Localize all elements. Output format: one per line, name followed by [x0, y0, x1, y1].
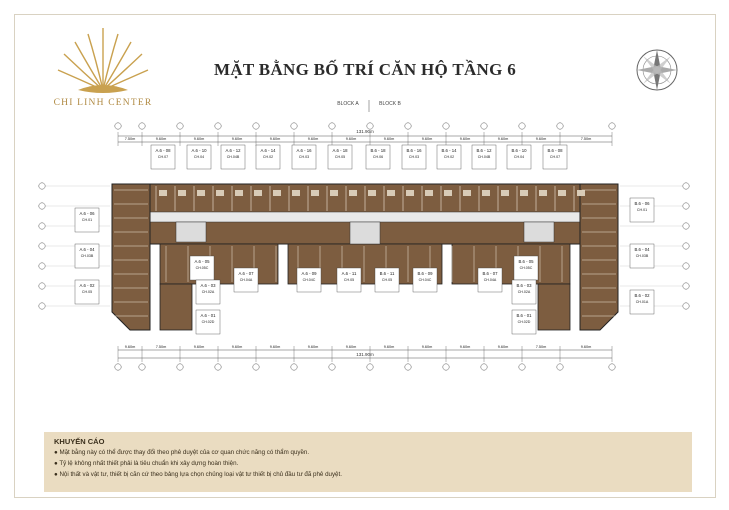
- notes-panel: [44, 432, 692, 492]
- grid-bubble: [519, 123, 525, 129]
- unit-code: A.6 - 18: [332, 148, 348, 153]
- unit-type: CH.03: [408, 155, 420, 159]
- unit-label: [437, 145, 461, 169]
- unit-code: B.6 - 06: [634, 201, 650, 206]
- bottom-grid-bubbles: [115, 364, 615, 370]
- grid-bubble: [115, 364, 121, 370]
- note-item: ● Tỷ lệ không nhất thiết phải là tiêu chuẩn khi xây dựng hoàn thiện.: [54, 460, 239, 467]
- unit-code: B.6 - 18: [370, 148, 386, 153]
- room-fixture: [292, 190, 300, 196]
- unit-label: [256, 145, 280, 169]
- unit-label: [337, 268, 361, 292]
- grid-bubble: [329, 364, 335, 370]
- dimension-label: 9.60m: [383, 345, 395, 349]
- unit-code: A.6 - 09: [301, 271, 317, 276]
- grid-bubble: [253, 364, 259, 370]
- unit-code: A.6 - 04: [79, 247, 95, 252]
- grid-bubble: [683, 223, 689, 229]
- unit-code: A.6 - 10: [191, 148, 207, 153]
- dimension-label: 9.60m: [307, 345, 319, 349]
- dimension-label: 7.50m: [124, 137, 136, 141]
- top-dimensions: [118, 132, 612, 146]
- unit-label: [402, 145, 426, 169]
- grid-bubble: [291, 364, 297, 370]
- unit-label: [328, 145, 352, 169]
- unit-label: [297, 268, 321, 292]
- grid-bubble: [39, 223, 45, 229]
- unit-type: CH.03B: [80, 254, 94, 258]
- grid-bubble: [519, 364, 525, 370]
- unit-type: CH.05C: [195, 266, 209, 270]
- unit-label: [507, 145, 531, 169]
- unit-label: [630, 198, 654, 222]
- dimension-label: 9.60m: [383, 137, 395, 141]
- unit-type: CH.07: [157, 155, 169, 159]
- unit-code: B.6 - 11: [379, 271, 395, 276]
- unit-code: A.6 - 01: [200, 313, 216, 318]
- grid-bubble: [405, 123, 411, 129]
- room-fixture: [425, 190, 433, 196]
- unit-label: [413, 268, 437, 292]
- unit-label: [190, 256, 214, 280]
- unit-type: CH.05: [81, 290, 93, 294]
- unit-label: [375, 268, 399, 292]
- note-item: ● Mặt bằng này có thể được thay đổi theo phê duyệt của cơ quan chức năng có thẩm quyền.: [54, 449, 310, 456]
- dimension-label: 9.60m: [580, 345, 592, 349]
- grid-bubble: [39, 203, 45, 209]
- block-a-label: BLOCK A: [337, 101, 359, 107]
- grid-bubble: [291, 123, 297, 129]
- brand-name: CHI LINH CENTER: [53, 98, 153, 108]
- room-fixture: [577, 190, 585, 196]
- grid-bubble: [443, 123, 449, 129]
- notes-title: KHUYẾN CÁO: [54, 437, 105, 446]
- room-fixture: [406, 190, 414, 196]
- room-fixture: [273, 190, 281, 196]
- unit-code: A.6 - 14: [260, 148, 276, 153]
- room-fixture: [254, 190, 262, 196]
- dimension-label: 9.60m: [193, 137, 205, 141]
- grid-bubble: [683, 263, 689, 269]
- unit-code: B.6 - 02: [634, 293, 650, 298]
- total-dimension-bottom: 131.90m: [356, 352, 374, 357]
- grid-bubble: [609, 364, 615, 370]
- dimension-label: 9.60m: [345, 345, 357, 349]
- block-b-label: BLOCK B: [379, 101, 401, 107]
- dimension-label: 9.60m: [421, 137, 433, 141]
- grid-bubble: [443, 364, 449, 370]
- unit-code: B.6 - 09: [417, 271, 433, 276]
- room-fixture: [387, 190, 395, 196]
- unit-type: CH.03: [298, 155, 310, 159]
- dimension-label: 9.60m: [459, 345, 471, 349]
- unit-type: CH.02D: [201, 320, 215, 324]
- unit-label: [514, 256, 538, 280]
- unit-label: [75, 244, 99, 268]
- unit-code: B.6 - 10: [511, 148, 527, 153]
- grid-bubble: [39, 243, 45, 249]
- unit-label: [187, 145, 211, 169]
- unit-label: [366, 145, 390, 169]
- unit-type: CH.05: [381, 278, 393, 282]
- unit-type: CH.05: [343, 278, 355, 282]
- unit-code: A.6 - 08: [155, 148, 171, 153]
- grid-bubble: [177, 123, 183, 129]
- grid-bubble: [139, 123, 145, 129]
- unit-code: B.6 - 05: [518, 259, 534, 264]
- room-fixture: [311, 190, 319, 196]
- unit-type: CH.04: [193, 155, 205, 159]
- dimension-label: 9.60m: [497, 137, 509, 141]
- dimension-label: 9.60m: [193, 345, 205, 349]
- dimension-label: 7.50m: [155, 345, 167, 349]
- room-fixture: [444, 190, 452, 196]
- unit-code: A.6 - 11: [341, 271, 357, 276]
- room-fixture: [463, 190, 471, 196]
- unit-label: [234, 268, 258, 292]
- room-fixture: [482, 190, 490, 196]
- unit-type: CH.04C: [302, 278, 316, 282]
- grid-bubble: [557, 123, 563, 129]
- unit-type: CH.04B: [477, 155, 491, 159]
- grid-bubble: [139, 364, 145, 370]
- unit-type: CH.01: [636, 208, 648, 212]
- unit-code: B.6 - 01: [516, 313, 532, 318]
- room-fixture: [197, 190, 205, 196]
- unit-code: B.6 - 12: [476, 148, 492, 153]
- unit-label: [221, 145, 245, 169]
- unit-type: CH.03B: [635, 254, 649, 258]
- unit-type: CH.02A: [201, 290, 215, 294]
- page-title: MẶT BẰNG BỐ TRÍ CĂN HỘ TẦNG 6: [214, 60, 516, 79]
- grid-bubble: [683, 283, 689, 289]
- grid-bubble: [39, 303, 45, 309]
- note-item: ● Nội thất và vật tư, thiết bị căn cứ theo bảng lựa chọn chủng loại vật tư thiết bị chủ đầu tư đã phê duyệt.: [54, 471, 342, 478]
- grid-bubble: [683, 303, 689, 309]
- dimension-label: 9.60m: [155, 137, 167, 141]
- room-fixture: [216, 190, 224, 196]
- unit-code: A.6 - 05: [194, 259, 210, 264]
- dimension-label: 9.60m: [535, 137, 547, 141]
- unit-type: CH.04A: [483, 278, 497, 282]
- unit-type: CH.01A: [635, 300, 649, 304]
- unit-type: CH.04C: [418, 278, 432, 282]
- dimension-label: 9.60m: [497, 345, 509, 349]
- grid-bubble: [215, 364, 221, 370]
- grid-bubble: [215, 123, 221, 129]
- room-fixture: [159, 190, 167, 196]
- dimension-label: 7.50m: [535, 345, 547, 349]
- unit-code: A.6 - 06: [79, 211, 95, 216]
- dimension-label: 9.60m: [231, 137, 243, 141]
- unit-code: B.6 - 14: [441, 148, 457, 153]
- grid-bubble: [683, 183, 689, 189]
- unit-type: CH.07: [549, 155, 561, 159]
- room-fixture: [330, 190, 338, 196]
- grid-bubble: [609, 123, 615, 129]
- unit-label: [630, 244, 654, 268]
- dimension-label: 9.60m: [345, 137, 357, 141]
- room-fixture: [520, 190, 528, 196]
- unit-type: CH.02: [443, 155, 455, 159]
- grid-bubble: [329, 123, 335, 129]
- dimension-label: 9.60m: [124, 345, 136, 349]
- dimension-label: 9.60m: [231, 345, 243, 349]
- unit-label: [196, 310, 220, 334]
- unit-code: A.6 - 16: [296, 148, 312, 153]
- room-fixture: [501, 190, 509, 196]
- unit-code: B.6 - 08: [547, 148, 563, 153]
- unit-label: [512, 280, 536, 304]
- dimension-label: 9.60m: [459, 137, 471, 141]
- unit-label: [75, 208, 99, 232]
- grid-bubble: [367, 364, 373, 370]
- unit-type: CH.04B: [226, 155, 240, 159]
- dimension-label: 9.60m: [269, 345, 281, 349]
- unit-label: [292, 145, 316, 169]
- room-fixture: [349, 190, 357, 196]
- unit-type: CH.02D: [517, 320, 531, 324]
- room-fixture: [235, 190, 243, 196]
- grid-bubble: [481, 364, 487, 370]
- unit-label: [512, 310, 536, 334]
- unit-label: [75, 280, 99, 304]
- unit-type: CH.01: [81, 218, 93, 222]
- grid-bubble: [557, 364, 563, 370]
- unit-label: [151, 145, 175, 169]
- unit-label: [472, 145, 496, 169]
- unit-code: A.6 - 03: [200, 283, 216, 288]
- dimension-label: 9.60m: [307, 137, 319, 141]
- dimension-label: 9.60m: [421, 345, 433, 349]
- grid-bubble: [405, 364, 411, 370]
- grid-bubble: [253, 123, 259, 129]
- unit-type: CH.02A: [517, 290, 531, 294]
- unit-label: [630, 290, 654, 314]
- unit-type: CH.02: [262, 155, 274, 159]
- unit-label: [543, 145, 567, 169]
- unit-type: CH.04A: [239, 278, 253, 282]
- total-dimension-top: 131.90m: [356, 129, 374, 134]
- room-fixture: [178, 190, 186, 196]
- unit-type: CH.05: [334, 155, 346, 159]
- unit-type: CH.04: [513, 155, 525, 159]
- grid-bubble: [39, 263, 45, 269]
- room-fixture: [558, 190, 566, 196]
- unit-code: A.6 - 07: [238, 271, 254, 276]
- room-fixture: [539, 190, 547, 196]
- dimension-label: 7.50m: [580, 137, 592, 141]
- grid-bubble: [481, 123, 487, 129]
- unit-code: A.6 - 02: [79, 283, 95, 288]
- grid-bubble: [683, 243, 689, 249]
- grid-bubble: [115, 123, 121, 129]
- grid-bubble: [39, 283, 45, 289]
- unit-code: B.6 - 07: [482, 271, 498, 276]
- unit-type: CH.05C: [519, 266, 533, 270]
- grid-bubble: [177, 364, 183, 370]
- unit-label: [478, 268, 502, 292]
- room-fixture: [368, 190, 376, 196]
- grid-bubble: [367, 123, 373, 129]
- unit-code: A.6 - 12: [225, 148, 241, 153]
- grid-bubble: [683, 203, 689, 209]
- unit-code: B.6 - 04: [634, 247, 650, 252]
- unit-type: CH.06: [372, 155, 384, 159]
- grid-bubble: [39, 183, 45, 189]
- unit-code: B.6 - 03: [516, 283, 532, 288]
- unit-code: B.6 - 16: [406, 148, 422, 153]
- dimension-label: 9.60m: [269, 137, 281, 141]
- unit-label: [196, 280, 220, 304]
